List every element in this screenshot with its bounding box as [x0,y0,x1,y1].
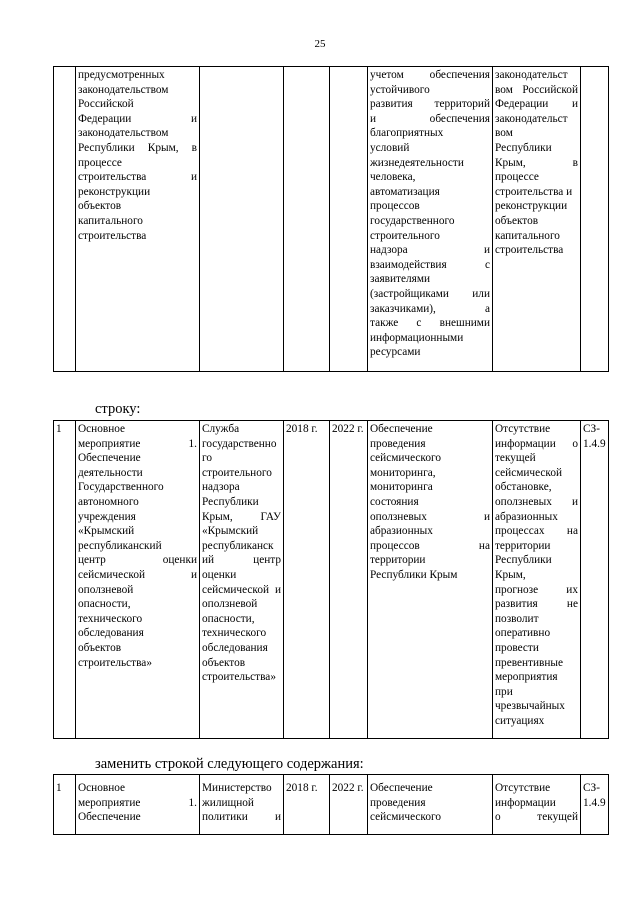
cell-line: 1.4.9 [583,437,606,450]
cell-line: информационными [370,331,464,344]
cell-line: государственно [202,437,277,450]
cell-executor [200,421,284,739]
cell-event [76,67,200,372]
cell-line: процессе [78,156,122,169]
cell-line: обследования [202,641,268,654]
cell-line: капитального [495,229,560,242]
cell-line: автономного [78,495,139,508]
cell-line: строительного [370,229,440,242]
cell-line: ситуациях [495,714,545,727]
page-number: 25 [314,38,326,50]
cell-line: Обеспечение [78,811,141,824]
cell-line: информации [495,796,556,809]
cell-line: ий центр [202,554,281,567]
cell-line: человека, [370,171,416,184]
cell-line: законодательст [495,69,568,81]
cell-line: строительства и [495,185,573,198]
cell-line: строительства [78,229,147,242]
cell-line: автоматизация [370,185,440,198]
cell-line: 1.4.9 [583,796,606,809]
cell-line: мероприятия [495,671,558,684]
cell-line: (застройщиками или [370,287,490,300]
cell-indicator [581,421,609,739]
cell-line: оползневой [78,583,134,596]
cell-line: Основное [78,782,126,794]
cell-line: вом Российской [495,83,578,96]
cell-end: 2022 г. [330,775,368,835]
cell-start: 2018 г. [284,421,330,739]
instruction-heading-row: строку: [95,401,141,417]
table-row [54,775,609,835]
cell-consequence [493,421,581,739]
cell-line: оползневой [202,598,258,611]
cell-line: законодательством [78,127,169,140]
cell-line: Республики [202,495,259,508]
cell-line: опасности, [78,598,131,611]
cell-line: чрезвычайных [495,700,565,713]
cell-line: информации о [495,437,578,450]
cell-line: позволит [495,612,539,625]
table-original-row [53,420,609,739]
cell-line: реконструкции [495,200,568,213]
cell-line: благоприятных [370,127,444,140]
cell-result [368,421,493,739]
cell-line: Федерации и [78,112,197,125]
cell-num [54,67,76,372]
cell-line: процессов на [370,539,490,552]
cell-line: Республики Крым, в [78,141,197,154]
cell-line: жилищной [202,796,254,809]
cell-line: вом [495,127,513,140]
cell-line: проведения [370,437,426,450]
cell-line: условий [370,141,410,154]
cell-line: политики и [202,811,281,824]
cell-line: «Крымский [78,525,135,538]
cell-line: строительства» [78,656,152,669]
cell-line: абразионных [370,525,433,538]
cell-line: взаимодействия с [370,258,490,271]
cell-line: Республики Крым [370,568,458,581]
cell-line: превентивные [495,656,564,669]
cell-executor [200,67,284,372]
table-replacement-row [53,774,609,835]
cell-line: Крым, [495,568,526,581]
cell-line: учетом обеспечения [370,69,490,81]
cell-line: развития не [495,598,578,611]
cell-line: надзора [202,481,240,494]
cell-line: центр оценки [78,554,197,567]
cell-line: оперативно [495,627,551,640]
cell-line: строительства и [78,171,197,184]
cell-line: и обеспечения [370,112,490,125]
cell-line: сейсмического [370,811,441,824]
cell-line: Основное [78,423,126,435]
cell-result [368,775,493,835]
cell-line: законодательством [78,83,169,96]
cell-line: опасности, [202,612,255,625]
cell-line: Обеспечение [370,423,433,435]
cell-line: законодательст [495,112,568,125]
cell-line: развития территорий [370,98,490,111]
cell-line: проведения [370,796,426,809]
cell-line: Федерации и [495,98,578,111]
cell-line: Отсутствие [495,782,551,794]
cell-result [368,67,493,372]
cell-consequence [493,775,581,835]
cell-line: Обеспечение [78,452,141,465]
cell-line: технического [78,612,143,625]
cell-line: деятельности [78,466,143,479]
cell-line: ресурсами [370,346,421,359]
cell-line: технического [202,627,267,640]
cell-line: республиканск [202,539,274,552]
cell-line: состояния [370,495,419,508]
cell-line: провести [495,641,539,654]
cell-line: объектов [495,214,539,227]
cell-line: мероприятие 1. [78,796,197,809]
table-row [54,67,609,372]
cell-num: 1 [54,775,76,835]
cell-line: строительства» [202,671,276,684]
cell-line: заявителями [370,273,431,286]
cell-line: жизнедеятельности [370,156,464,169]
cell-line: обследования [78,627,144,640]
cell-line: оценки [202,568,237,581]
cell-end [330,67,368,372]
cell-line: учреждения [78,510,136,523]
cell-line: строительного [202,466,272,479]
cell-line: Крым, ГАУ [202,510,281,523]
cell-line: мероприятие 1. [78,437,197,450]
cell-line: при [495,685,513,698]
cell-event [76,775,200,835]
cell-event [76,421,200,739]
cell-end: 2022 г. [330,421,368,739]
cell-line: сейсмической и [78,568,197,581]
cell-start: 2018 г. [284,775,330,835]
cell-line: предусмотренных [78,69,165,81]
cell-line: сейсмического [370,452,441,465]
cell-line: го [202,452,213,465]
cell-line: СЗ- [583,782,600,794]
cell-line: строительства [495,244,564,257]
cell-line: процессах на [495,525,578,538]
cell-indicator [581,67,609,372]
cell-line: оползневых и [495,495,578,508]
cell-line: Российской [78,98,134,111]
cell-line: территории [370,554,426,567]
cell-line: республиканский [78,539,162,552]
cell-line: Обеспечение [370,782,433,794]
cell-line: Республики [495,141,552,154]
cell-line: территории [495,539,551,552]
cell-line: о текущей [495,811,578,824]
cell-line: Крым, в [495,156,578,169]
cell-line: мониторинга [370,481,433,494]
cell-indicator [581,775,609,835]
cell-line: сейсмической и [202,583,281,596]
cell-line: процессов [370,200,420,213]
cell-line: также с внешними [370,317,490,330]
cell-line: мониторинга, [370,466,436,479]
cell-line: обстановке, [495,481,552,494]
cell-line: текущей [495,452,536,465]
cell-line: объектов [202,656,246,669]
cell-line: СЗ- [583,423,600,435]
cell-line: государственного [370,214,455,227]
cell-line: Республики [495,554,552,567]
cell-line: «Крымский [202,525,259,538]
cell-executor [200,775,284,835]
cell-line: заказчиками), а [370,302,490,315]
cell-consequence [493,67,581,372]
table-row [54,421,609,739]
cell-line: Министерство [202,782,272,794]
cell-line: оползневых и [370,510,490,523]
cell-line: процессе [495,171,539,184]
cell-line: устойчивого [370,83,430,96]
cell-num: 1 [54,421,76,739]
cell-line: сейсмической [495,466,563,479]
cell-line: капитального [78,214,143,227]
cell-start [284,67,330,372]
instruction-heading-replace: заменить строкой следующего содержания: [95,756,364,772]
cell-line: Отсутствие [495,423,551,435]
cell-line: Государственного [78,481,164,494]
cell-line: реконструкции [78,185,151,198]
cell-line: объектов [78,200,122,213]
cell-line: прогнозе их [495,583,578,596]
cell-line: абразионных [495,510,558,523]
cell-line: надзора и [370,244,490,257]
cell-line: объектов [78,641,122,654]
cell-line: Служба [202,423,240,435]
table-continuation [53,66,609,372]
